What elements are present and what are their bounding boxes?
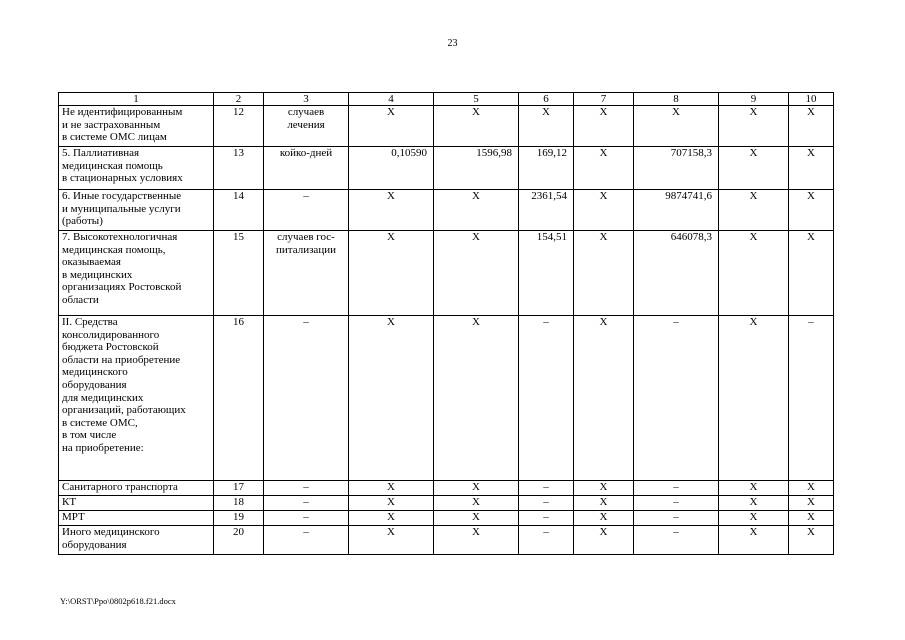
row-value-cell-c5: 1596,98 <box>434 147 519 190</box>
row-name-cell <box>59 231 214 316</box>
row-value-cell-c9: X <box>719 511 789 526</box>
row-value-cell-c8: – <box>634 511 719 526</box>
row-unit-line: – <box>303 481 309 493</box>
row-value-cell-c7: X <box>574 316 634 481</box>
row-name-line: медицинская помощь, <box>62 243 166 256</box>
file-path-footer: Y:\ORST\Ppo\0802p618.f21.docx <box>60 596 176 606</box>
table-body <box>59 93 834 555</box>
row-value-cell-c4: X <box>349 316 434 481</box>
row-value-cell-c9: X <box>719 190 789 231</box>
row-unit-cell <box>264 481 349 496</box>
data-table <box>58 92 834 555</box>
row-name-line: области на приобретение <box>62 353 181 366</box>
row-name-line: бюджета Ростовской <box>62 341 159 354</box>
row-code-cell: 13 <box>214 147 264 190</box>
row-value-cell-c5: X <box>434 106 519 147</box>
row-value-cell-c10: X <box>789 231 834 316</box>
row-value-cell-c6: 169,12 <box>519 147 574 190</box>
row-unit-cell <box>264 316 349 481</box>
row-value-cell-c10: X <box>789 147 834 190</box>
row-value-cell-c4: X <box>349 526 434 555</box>
row-value-cell-c9: X <box>719 106 789 147</box>
row-value-cell-c6: X <box>519 106 574 147</box>
row-name-line: и муниципальные услуги <box>62 202 181 215</box>
row-code-cell: 18 <box>214 496 264 511</box>
row-name-cell <box>59 526 214 555</box>
row-value-cell-c7: X <box>574 496 634 511</box>
row-value-cell-c5: X <box>434 496 519 511</box>
row-name-line: в стационарных условиях <box>62 172 183 185</box>
row-value-cell-c7: X <box>574 106 634 147</box>
row-name-line: Санитарного транспорта <box>62 481 178 493</box>
table-row <box>59 190 834 231</box>
row-name-line: оборудования <box>62 378 127 391</box>
row-value-cell-c6: – <box>519 481 574 496</box>
row-value-cell-c10: – <box>789 316 834 481</box>
row-name-line: Иного медицинского <box>62 526 160 538</box>
row-value-cell-c7: X <box>574 511 634 526</box>
row-value-cell-c10: X <box>789 526 834 555</box>
row-unit-cell <box>264 511 349 526</box>
row-value-cell-c10: X <box>789 190 834 231</box>
header-cell: 10 <box>789 93 834 106</box>
row-unit-line: – <box>303 511 309 523</box>
row-value-cell-c9: X <box>719 147 789 190</box>
row-value-cell-c8: 646078,3 <box>634 231 719 316</box>
row-value-cell-c8: – <box>634 496 719 511</box>
row-value-cell-c5: X <box>434 511 519 526</box>
row-value-cell-c9: X <box>719 316 789 481</box>
table-row <box>59 481 834 496</box>
row-name-line: II. Средства <box>62 316 118 328</box>
row-value-cell-c8: X <box>634 106 719 147</box>
row-name-line: и не застрахованным <box>62 118 161 131</box>
row-value-cell-c4: 0,10590 <box>349 147 434 190</box>
row-value-cell-c5: X <box>434 190 519 231</box>
row-value-cell-c6: – <box>519 496 574 511</box>
row-name-cell <box>59 147 214 190</box>
header-cell: 2 <box>214 93 264 106</box>
row-unit-line: койко-дней <box>279 147 333 159</box>
row-name-cell <box>59 496 214 511</box>
row-unit-cell <box>264 190 349 231</box>
row-name-line: в том числе <box>62 429 117 442</box>
table-header-row <box>59 93 834 106</box>
header-cell: 3 <box>264 93 349 106</box>
row-value-cell-c4: X <box>349 231 434 316</box>
row-value-cell-c6: 2361,54 <box>519 190 574 231</box>
header-cell: 4 <box>349 93 434 106</box>
row-name-line: 7. Высокотехнологичная <box>62 231 178 243</box>
row-value-cell-c10: X <box>789 511 834 526</box>
table-row <box>59 147 834 190</box>
row-unit-line: – <box>303 190 309 202</box>
row-value-cell-c8: – <box>634 481 719 496</box>
row-value-cell-c6: 154,51 <box>519 231 574 316</box>
row-name-cell <box>59 316 214 481</box>
row-name-cell <box>59 190 214 231</box>
row-unit-cell <box>264 106 349 147</box>
row-value-cell-c5: X <box>434 481 519 496</box>
row-value-cell-c8: – <box>634 316 719 481</box>
row-name-line: на приобретение: <box>62 441 144 454</box>
row-name-line: в системе ОМС лицам <box>62 131 167 144</box>
header-cell: 7 <box>574 93 634 106</box>
row-name-line: организаций, работающих <box>62 404 186 417</box>
row-code-cell: 12 <box>214 106 264 147</box>
header-cell: 8 <box>634 93 719 106</box>
row-value-cell-c4: X <box>349 106 434 147</box>
row-value-cell-c10: X <box>789 496 834 511</box>
table-row <box>59 106 834 147</box>
row-unit-cell <box>264 496 349 511</box>
row-unit-line: питализации <box>276 243 336 256</box>
row-code-cell: 15 <box>214 231 264 316</box>
header-cell: 6 <box>519 93 574 106</box>
row-name-cell <box>59 481 214 496</box>
row-unit-line: случаев <box>287 106 325 118</box>
row-name-cell <box>59 106 214 147</box>
row-name-line: медицинская помощь <box>62 159 163 172</box>
row-value-cell-c10: X <box>789 106 834 147</box>
row-name-line: организациях Ростовской <box>62 281 182 294</box>
row-name-line: МРТ <box>62 511 85 523</box>
row-code-cell: 20 <box>214 526 264 555</box>
row-value-cell-c6: – <box>519 526 574 555</box>
row-unit-line: – <box>303 316 309 328</box>
row-value-cell-c6: – <box>519 511 574 526</box>
row-name-line: в системе ОМС, <box>62 416 138 429</box>
row-unit-line: лечения <box>287 118 325 131</box>
row-value-cell-c8: 9874741,6 <box>634 190 719 231</box>
row-unit-line: – <box>303 496 309 508</box>
row-name-line: 5. Паллиативная <box>62 147 140 159</box>
row-code-cell: 19 <box>214 511 264 526</box>
row-unit-line: – <box>303 526 309 538</box>
table-row <box>59 511 834 526</box>
row-value-cell-c9: X <box>719 481 789 496</box>
row-name-line: оборудования <box>62 538 127 551</box>
row-value-cell-c7: X <box>574 481 634 496</box>
row-value-cell-c5: X <box>434 231 519 316</box>
header-cell: 5 <box>434 93 519 106</box>
table-row <box>59 526 834 555</box>
row-value-cell-c8: – <box>634 526 719 555</box>
header-cell: 1 <box>59 93 214 106</box>
row-value-cell-c10: X <box>789 481 834 496</box>
row-value-cell-c5: X <box>434 316 519 481</box>
row-value-cell-c9: X <box>719 496 789 511</box>
row-value-cell-c7: X <box>574 231 634 316</box>
row-name-line: 6. Иные государственные <box>62 190 182 202</box>
row-name-line: (работы) <box>62 215 103 228</box>
table-row <box>59 496 834 511</box>
row-value-cell-c9: X <box>719 526 789 555</box>
header-cell: 9 <box>719 93 789 106</box>
row-unit-line: случаев гос- <box>277 231 335 243</box>
row-value-cell-c4: X <box>349 511 434 526</box>
table-row <box>59 231 834 316</box>
row-code-cell: 17 <box>214 481 264 496</box>
row-value-cell-c6: – <box>519 316 574 481</box>
row-unit-cell <box>264 147 349 190</box>
row-value-cell-c7: X <box>574 147 634 190</box>
row-code-cell: 16 <box>214 316 264 481</box>
row-value-cell-c5: X <box>434 526 519 555</box>
row-name-line: оказываемая <box>62 256 121 269</box>
row-value-cell-c4: X <box>349 481 434 496</box>
table-row <box>59 316 834 481</box>
row-name-line: в медицинских <box>62 268 133 281</box>
row-name-cell <box>59 511 214 526</box>
row-value-cell-c9: X <box>719 231 789 316</box>
row-name-line: медицинского <box>62 366 128 379</box>
row-value-cell-c4: X <box>349 496 434 511</box>
row-code-cell: 14 <box>214 190 264 231</box>
row-name-line: КТ <box>62 496 77 508</box>
row-name-line: области <box>62 293 99 306</box>
row-name-line: консолидированного <box>62 328 160 341</box>
page-number: 23 <box>447 38 458 49</box>
row-unit-cell <box>264 526 349 555</box>
row-value-cell-c7: X <box>574 526 634 555</box>
row-value-cell-c7: X <box>574 190 634 231</box>
row-value-cell-c8: 707158,3 <box>634 147 719 190</box>
row-name-line: для медицинских <box>62 391 144 404</box>
row-value-cell-c4: X <box>349 190 434 231</box>
row-unit-cell <box>264 231 349 316</box>
row-name-line: Не идентифицированным <box>62 106 183 118</box>
